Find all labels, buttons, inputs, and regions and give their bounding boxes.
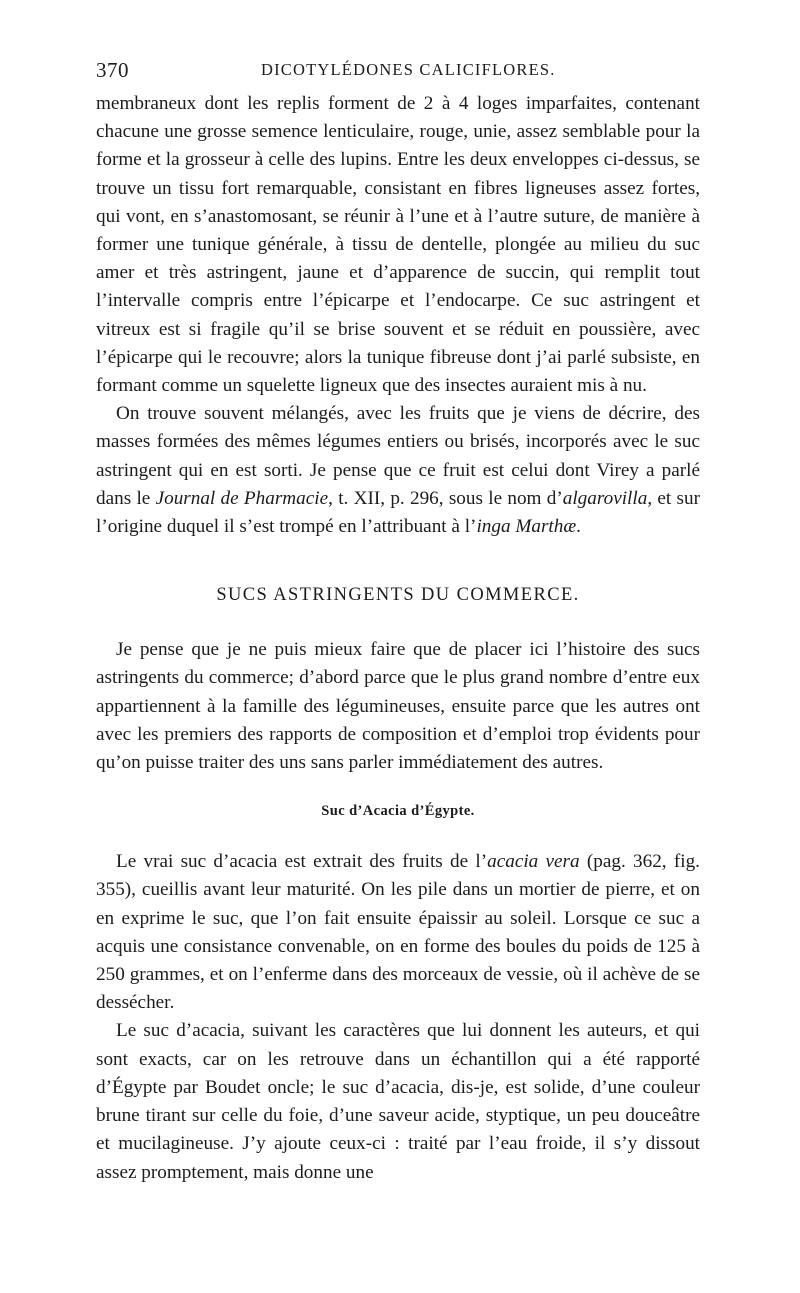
- term-algarovilla: algarovilla: [562, 487, 648, 509]
- text-run: Le vrai suc d’acacia est extrait des fruits de l’: [116, 851, 488, 873]
- journal-title: Journal de Pharmacie: [155, 487, 329, 509]
- paragraph-algarovilla: [96, 400, 700, 541]
- text-run: , et sur l’origine duquel il s’est trompé en l’attribuant à l’: [96, 487, 700, 538]
- running-head: [96, 52, 700, 88]
- paragraph-acacia-extraction: [96, 848, 700, 1017]
- running-title: DICOTYLÉDONES CALICIFLORES.: [261, 60, 556, 79]
- text-run: .: [576, 516, 581, 538]
- page-number: 370: [96, 58, 129, 82]
- paragraph-acacia-characters: Le suc d’acacia, suivant les caractères que lui donnent les auteurs, et qui sont exacts, car on les retrouve dans un échantillon qui a été rapporté d’Égypte par Boudet oncle; le suc d’acacia, dis-je, est solide, d’une couleur brune tirant sur celle du foie, d’une saveur acide, styptique, un peu douceâtre et mucilagineuse. J’y ajoute ceux-ci : traité par l’eau froide, il s’y dissout assez promptement, mais donne une: [96, 1020, 700, 1183]
- paragraph-continued: membraneux dont les replis forment de 2 à 4 loges imparfaites, contenant chacune une grosse semence lenticulaire, rouge, unie, assez semblable pour la forme et la grosseur à celle des lupins. Entre les deux enveloppes ci-dessus, se trouve un tissu fort remarquable, consistant en fibres ligneuses assez fortes, qui vont, en s’anastomosant, se réunir à l’une et à l’autre suture, de manière à former une tunique générale, à tissu de dentelle, plongée au milieu du suc amer et très astringent, jaune et d’apparence de succin, qui remplit tout l’intervalle compris entre l’épicarpe et l’endocarpe. Ce suc astringent et vitreux est si fragile qu’il se brise souvent et se réduit en poussière, avec l’épicarpe qui le recouvre; alors la tunique fibreuse dont j’ai parlé subsiste, en formant comme un squelette ligneux que des insectes auraient mis à nu.: [96, 93, 700, 397]
- section-heading: SUCS ASTRINGENTS DU COMMERCE.: [216, 585, 580, 606]
- book-page: [96, 52, 700, 1187]
- species-inga: inga Marthæ: [476, 516, 577, 538]
- subsection-heading: Suc d’Acacia d’Égypte.: [321, 803, 475, 820]
- section-paragraph: Je pense que je ne puis mieux faire que de placer ici l’histoire des sucs astringents du commerce; d’abord parce que le plus grand nombre d’entre eux appartiennent à la famille des légumineuses, ensuite parce que les autres ont avec les premiers des rapports de composition et d’emploi trop évidents pour qu’on puisse traiter des uns sans parler immédiatement des autres.: [96, 639, 700, 774]
- text-run: (pag. 362, fig. 355), cueillis avant leur maturité. On les pile dans un mortier de pierre, et on en exprime le suc, que l’on fait ensuite épaissir au soleil. Lorsque ce suc a acquis une consistance convenable, on en forme des boules du poids de 125 à 250 grammes, et on l’enferme dans des morceaux de vessie, où il achève de se dessécher.: [96, 851, 700, 1014]
- text-run: On trouve souvent mélangés, avec les fruits que je viens de décrire, des masses formées des mêmes légumes entiers ou brisés, incorporés avec le suc astringent qui en est sorti. Je pense que ce fruit est celui dont Virey a parlé dans le: [96, 403, 700, 509]
- species-acacia-vera: acacia vera: [487, 851, 580, 873]
- text-run: , t. XII, p. 296, sous le nom d’: [328, 487, 563, 509]
